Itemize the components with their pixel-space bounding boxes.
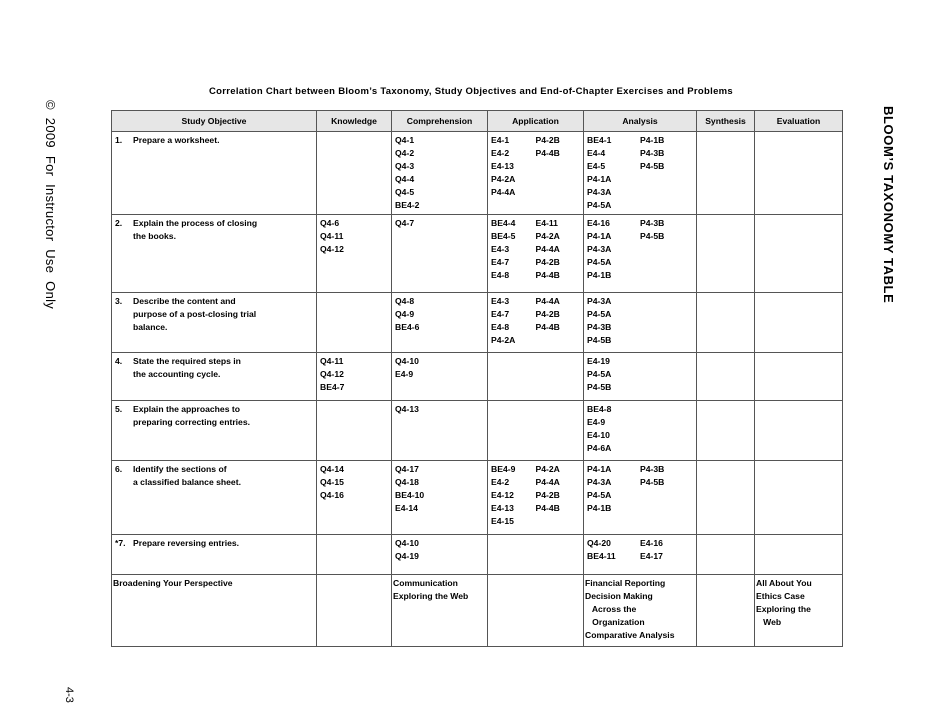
header-row bbox=[112, 111, 843, 132]
exercise-ref: E4-1 bbox=[491, 135, 510, 145]
item-columns bbox=[491, 217, 580, 282]
exercise-ref: P4-4A bbox=[535, 244, 560, 254]
perspective-item: Ethics Case bbox=[756, 591, 805, 601]
evaluation-cell bbox=[755, 535, 843, 575]
objective-number: 2. bbox=[115, 218, 123, 228]
exercise-ref: E4-14 bbox=[395, 503, 418, 513]
objective-text bbox=[133, 463, 313, 489]
item-columns bbox=[491, 463, 580, 528]
study-objective-cell bbox=[112, 461, 317, 535]
exercise-ref: Q4-9 bbox=[395, 309, 415, 319]
header-study-objective: Study Objective bbox=[112, 111, 317, 132]
exercise-ref: BE4-10 bbox=[395, 490, 425, 500]
study-objective-cell bbox=[112, 535, 317, 575]
item-column-b bbox=[640, 295, 693, 347]
comprehension-cell bbox=[392, 132, 488, 215]
exercise-ref: P4-2B bbox=[535, 257, 560, 267]
exercise-ref: P4-2B bbox=[535, 135, 560, 145]
perspective-item: Comparative Analysis bbox=[585, 630, 675, 640]
exercise-ref: P4-2A bbox=[491, 174, 516, 184]
table-row bbox=[112, 461, 843, 535]
study-objective bbox=[115, 463, 313, 489]
exercise-ref: E4-8 bbox=[491, 270, 510, 280]
perspective-row bbox=[112, 575, 843, 647]
item-column-b bbox=[640, 537, 693, 563]
exercise-ref: BE4-5 bbox=[491, 231, 516, 241]
comprehension-cell bbox=[392, 461, 488, 535]
header-analysis: Analysis bbox=[584, 111, 697, 132]
exercise-ref: P4-2A bbox=[535, 231, 560, 241]
analysis-cell bbox=[584, 535, 697, 575]
item-column-b bbox=[536, 217, 581, 282]
exercise-ref: P4-5B bbox=[640, 161, 665, 171]
exercise-ref: E4-9 bbox=[395, 369, 414, 379]
exercise-ref: P4-3B bbox=[587, 322, 612, 332]
evaluation-cell bbox=[755, 461, 843, 535]
exercise-ref: E4-3 bbox=[491, 244, 510, 254]
exercise-ref: E4-2 bbox=[491, 477, 510, 487]
exercise-ref: BE4-9 bbox=[491, 464, 516, 474]
knowledge-cell bbox=[317, 132, 392, 215]
exercise-ref: P4-5B bbox=[587, 382, 612, 392]
evaluation-cell bbox=[755, 215, 843, 293]
exercise-ref: P4-1B bbox=[640, 135, 665, 145]
header-synthesis: Synthesis bbox=[697, 111, 755, 132]
exercise-ref: P4-1A bbox=[587, 464, 612, 474]
exercise-ref: Q4-11 bbox=[320, 231, 344, 241]
objective-number: 5. bbox=[115, 404, 123, 414]
exercise-ref: P4-5B bbox=[640, 477, 665, 487]
taxonomy-table bbox=[111, 110, 843, 647]
perspective-item: Organization bbox=[585, 617, 645, 627]
study-objective-cell bbox=[112, 293, 317, 353]
comprehension-cell bbox=[392, 401, 488, 461]
synthesis-cell bbox=[697, 401, 755, 461]
exercise-ref: E4-7 bbox=[491, 257, 510, 267]
exercise-ref: P4-4A bbox=[535, 477, 560, 487]
study-objective bbox=[115, 134, 313, 147]
exercise-ref: P4-5B bbox=[587, 335, 612, 345]
study-objective bbox=[115, 355, 313, 381]
exercise-ref: BE4-7 bbox=[320, 382, 345, 392]
item-columns bbox=[587, 295, 693, 347]
application-cell bbox=[488, 575, 584, 647]
exercise-ref: Q4-1 bbox=[395, 135, 415, 145]
objective-text bbox=[133, 355, 313, 381]
table-row bbox=[112, 401, 843, 461]
page-number: 4-3 bbox=[63, 687, 75, 703]
item-column-a bbox=[491, 295, 536, 347]
synthesis-cell bbox=[697, 535, 755, 575]
exercise-ref: Q4-15 bbox=[320, 477, 344, 487]
study-objective bbox=[115, 295, 313, 334]
item-column-b bbox=[536, 295, 581, 347]
table-row bbox=[112, 293, 843, 353]
analysis-cell bbox=[584, 132, 697, 215]
exercise-ref: P4-4B bbox=[535, 322, 560, 332]
exercise-ref: Q4-14 bbox=[320, 464, 344, 474]
analysis-cell bbox=[584, 461, 697, 535]
exercise-ref: Q4-20 bbox=[587, 538, 611, 548]
objective-number: 6. bbox=[115, 464, 123, 474]
item-column-a bbox=[587, 403, 640, 455]
item-column-a bbox=[587, 537, 640, 563]
application-cell bbox=[488, 353, 584, 401]
analysis-cell bbox=[584, 293, 697, 353]
exercise-ref: E4-13 bbox=[491, 161, 514, 171]
objective-line: Explain the process of closing bbox=[133, 218, 258, 228]
item-columns bbox=[491, 295, 580, 347]
study-objective bbox=[115, 537, 313, 550]
objective-number: *7. bbox=[115, 538, 126, 548]
exercise-ref: P4-5A bbox=[587, 490, 612, 500]
objective-line: State the required steps in bbox=[133, 356, 241, 366]
knowledge-cell bbox=[317, 353, 392, 401]
exercise-ref: Q4-3 bbox=[395, 161, 415, 171]
comprehension-cell bbox=[392, 293, 488, 353]
objective-line: preparing correcting entries. bbox=[133, 417, 251, 427]
item-columns bbox=[491, 134, 580, 199]
perspective-item: Communication bbox=[393, 578, 458, 588]
objective-line: the accounting cycle. bbox=[133, 369, 221, 379]
exercise-ref: P4-2B bbox=[535, 309, 560, 319]
exercise-ref: P4-3A bbox=[587, 187, 612, 197]
exercise-ref: BE4-1 bbox=[587, 135, 612, 145]
exercise-ref: P4-4A bbox=[491, 187, 516, 197]
exercise-ref: P4-5A bbox=[587, 200, 612, 210]
objective-number: 1. bbox=[115, 135, 123, 145]
item-column-a bbox=[491, 217, 536, 282]
knowledge-cell bbox=[317, 401, 392, 461]
exercise-ref: P4-3B bbox=[640, 218, 665, 228]
exercise-ref: P4-2B bbox=[535, 490, 560, 500]
synthesis-cell bbox=[697, 461, 755, 535]
exercise-ref: Q4-10 bbox=[395, 538, 419, 548]
exercise-ref: E4-5 bbox=[587, 161, 606, 171]
perspective-item: Web bbox=[756, 617, 782, 627]
objective-line: Explain the approaches to bbox=[133, 404, 240, 414]
perspective-item: Exploring the Web bbox=[393, 591, 469, 601]
objective-number: 4. bbox=[115, 356, 123, 366]
evaluation-cell bbox=[755, 132, 843, 215]
application-cell bbox=[488, 293, 584, 353]
analysis-cell bbox=[584, 353, 697, 401]
item-columns bbox=[587, 403, 693, 455]
item-column-b bbox=[640, 403, 693, 455]
exercise-ref: P4-4B bbox=[535, 503, 560, 513]
item-column-a bbox=[587, 355, 640, 394]
exercise-ref: P4-4A bbox=[535, 296, 560, 306]
exercise-ref: Q4-13 bbox=[395, 404, 419, 414]
objective-text bbox=[133, 217, 313, 243]
header-comprehension: Comprehension bbox=[392, 111, 488, 132]
objective-line: Prepare reversing entries. bbox=[133, 538, 240, 548]
exercise-ref: E4-10 bbox=[587, 430, 610, 440]
table-row bbox=[112, 215, 843, 293]
exercise-ref: Q4-6 bbox=[320, 218, 340, 228]
application-cell bbox=[488, 461, 584, 535]
exercise-ref: P4-5A bbox=[587, 309, 612, 319]
header-knowledge: Knowledge bbox=[317, 111, 392, 132]
objective-text bbox=[133, 295, 313, 334]
study-objective-cell bbox=[112, 353, 317, 401]
evaluation-cell bbox=[755, 575, 843, 647]
item-column-a bbox=[587, 463, 640, 515]
objective-number: 3. bbox=[115, 296, 123, 306]
synthesis-cell bbox=[697, 293, 755, 353]
knowledge-cell bbox=[317, 215, 392, 293]
item-column-b bbox=[640, 355, 693, 394]
exercise-ref: Q4-17 bbox=[395, 464, 419, 474]
synthesis-cell bbox=[697, 132, 755, 215]
exercise-ref: E4-8 bbox=[491, 322, 510, 332]
objective-text bbox=[133, 537, 313, 550]
perspective-label: Broadening Your Perspective bbox=[112, 575, 317, 647]
exercise-ref: P4-1A bbox=[587, 174, 612, 184]
exercise-ref: BE4-6 bbox=[395, 322, 420, 332]
exercise-ref: P4-4B bbox=[535, 270, 560, 280]
exercise-ref: E4-16 bbox=[587, 218, 610, 228]
objective-text bbox=[133, 134, 313, 147]
item-column-a bbox=[587, 134, 640, 212]
analysis-cell bbox=[584, 575, 697, 647]
evaluation-cell bbox=[755, 293, 843, 353]
analysis-cell bbox=[584, 215, 697, 293]
study-objective-cell bbox=[112, 401, 317, 461]
comprehension-cell bbox=[392, 215, 488, 293]
exercise-ref: P4-5B bbox=[640, 231, 665, 241]
exercise-ref: P4-2A bbox=[535, 464, 560, 474]
exercise-ref: P4-3A bbox=[587, 477, 612, 487]
exercise-ref: E4-19 bbox=[587, 356, 610, 366]
application-cell bbox=[488, 401, 584, 461]
knowledge-cell bbox=[317, 575, 392, 647]
exercise-ref: Q4-11 bbox=[320, 356, 344, 366]
exercise-ref: P4-3B bbox=[640, 464, 665, 474]
item-columns bbox=[587, 355, 693, 394]
exercise-ref: P4-1B bbox=[587, 270, 612, 280]
item-column-b bbox=[640, 463, 693, 515]
exercise-ref: P4-6A bbox=[587, 443, 612, 453]
exercise-ref: Q4-19 bbox=[395, 551, 419, 561]
side-heading: BLOOM’S TAXONOMY TABLE bbox=[881, 106, 896, 304]
synthesis-cell bbox=[697, 353, 755, 401]
exercise-ref: E4-15 bbox=[491, 516, 514, 526]
exercise-ref: E4-4 bbox=[587, 148, 606, 158]
exercise-ref: P4-3B bbox=[640, 148, 665, 158]
exercise-ref: E4-9 bbox=[587, 417, 606, 427]
study-objective-cell bbox=[112, 132, 317, 215]
synthesis-cell bbox=[697, 575, 755, 647]
objective-line: Prepare a worksheet. bbox=[133, 135, 220, 145]
exercise-ref: Q4-7 bbox=[395, 218, 415, 228]
perspective-item: Exploring the bbox=[756, 604, 811, 614]
exercise-ref: E4-12 bbox=[491, 490, 514, 500]
item-column-a bbox=[491, 134, 536, 199]
table-row bbox=[112, 132, 843, 215]
item-columns bbox=[587, 463, 693, 515]
exercise-ref: Q4-12 bbox=[320, 244, 344, 254]
item-column-a bbox=[587, 295, 640, 347]
table-row bbox=[112, 535, 843, 575]
exercise-ref: P4-5A bbox=[587, 257, 612, 267]
exercise-ref: E4-3 bbox=[491, 296, 510, 306]
perspective-item: Financial Reporting bbox=[585, 578, 666, 588]
perspective-item: Decision Making bbox=[585, 591, 653, 601]
exercise-ref: E4-2 bbox=[491, 148, 510, 158]
application-cell bbox=[488, 132, 584, 215]
exercise-ref: E4-11 bbox=[535, 218, 558, 228]
item-column-b bbox=[640, 134, 693, 212]
exercise-ref: Q4-5 bbox=[395, 187, 415, 197]
exercise-ref: Q4-18 bbox=[395, 477, 419, 487]
table-row bbox=[112, 353, 843, 401]
exercise-ref: Q4-10 bbox=[395, 356, 419, 366]
exercise-ref: Q4-8 bbox=[395, 296, 415, 306]
copyright-notice: © 2009 For Instructor Use Only bbox=[43, 100, 58, 310]
application-cell bbox=[488, 535, 584, 575]
exercise-ref: P4-4B bbox=[535, 148, 560, 158]
item-column-b bbox=[536, 134, 581, 199]
exercise-ref: P4-3A bbox=[587, 244, 612, 254]
chart-title: Correlation Chart between Bloom’s Taxonomy, Study Objectives and End-of-Chapter Exercises and Problems bbox=[208, 86, 733, 97]
study-objective-cell bbox=[112, 215, 317, 293]
objective-line: purpose of a post-closing trial bbox=[133, 309, 257, 319]
item-columns bbox=[587, 134, 693, 212]
exercise-ref: P4-1A bbox=[587, 231, 612, 241]
knowledge-cell bbox=[317, 293, 392, 353]
header-evaluation: Evaluation bbox=[755, 111, 843, 132]
knowledge-cell bbox=[317, 461, 392, 535]
exercise-ref: Q4-2 bbox=[395, 148, 415, 158]
exercise-ref: BE4-2 bbox=[395, 200, 420, 210]
study-objective bbox=[115, 217, 313, 243]
knowledge-cell bbox=[317, 535, 392, 575]
perspective-item: All About You bbox=[756, 578, 812, 588]
exercise-ref: E4-7 bbox=[491, 309, 510, 319]
exercise-ref: P4-3A bbox=[587, 296, 612, 306]
objective-line: Identify the sections of bbox=[133, 464, 227, 474]
exercise-ref: E4-17 bbox=[640, 551, 663, 561]
perspective-item: Across the bbox=[585, 604, 637, 614]
study-objective bbox=[115, 403, 313, 429]
exercise-ref: P4-1B bbox=[587, 503, 612, 513]
exercise-ref: E4-13 bbox=[491, 503, 514, 513]
item-columns bbox=[587, 537, 693, 563]
synthesis-cell bbox=[697, 215, 755, 293]
comprehension-cell bbox=[392, 575, 488, 647]
exercise-ref: E4-16 bbox=[640, 538, 663, 548]
application-cell bbox=[488, 215, 584, 293]
objective-line: Describe the content and bbox=[133, 296, 236, 306]
objective-line: a classified balance sheet. bbox=[133, 477, 241, 487]
exercise-ref: P4-5A bbox=[587, 369, 612, 379]
exercise-ref: Q4-16 bbox=[320, 490, 344, 500]
exercise-ref: BE4-8 bbox=[587, 404, 612, 414]
objective-text bbox=[133, 403, 313, 429]
exercise-ref: Q4-12 bbox=[320, 369, 344, 379]
comprehension-cell bbox=[392, 535, 488, 575]
item-column-a bbox=[587, 217, 640, 282]
analysis-cell bbox=[584, 401, 697, 461]
objective-line: the books. bbox=[133, 231, 176, 241]
exercise-ref: P4-2A bbox=[491, 335, 516, 345]
exercise-ref: BE4-11 bbox=[587, 551, 616, 561]
item-column-b bbox=[536, 463, 581, 528]
exercise-ref: Q4-4 bbox=[395, 174, 415, 184]
exercise-ref: BE4-4 bbox=[491, 218, 516, 228]
header-application: Application bbox=[488, 111, 584, 132]
item-column-b bbox=[640, 217, 693, 282]
evaluation-cell bbox=[755, 401, 843, 461]
evaluation-cell bbox=[755, 353, 843, 401]
comprehension-cell bbox=[392, 353, 488, 401]
item-column-a bbox=[491, 463, 536, 528]
item-columns bbox=[587, 217, 693, 282]
objective-line: balance. bbox=[133, 322, 168, 332]
